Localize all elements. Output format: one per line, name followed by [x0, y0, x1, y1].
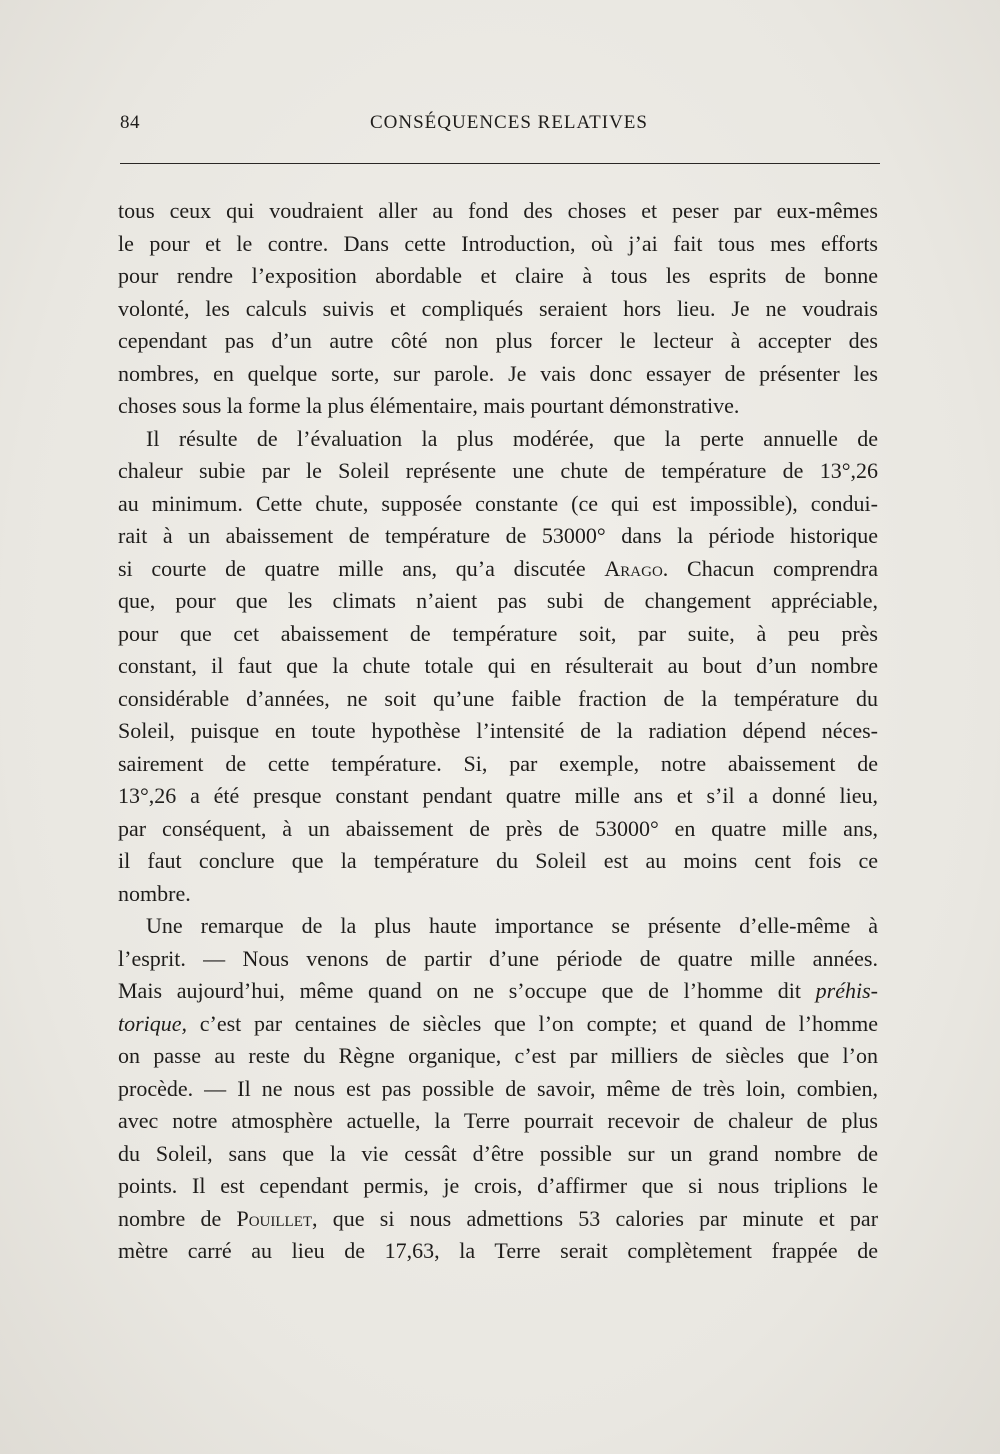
text-line: mètre carré au lieu de 17,63, la Terre serait complètement frappée de	[118, 1238, 878, 1263]
text-fragment: . Chacun comprendra	[662, 555, 879, 581]
text-fragment: Mais aujourd’hui, même quand on ne s’occupe que de l’homme dit	[118, 978, 801, 1003]
italic-term-prehistorique-2: torique,	[118, 1010, 188, 1036]
text-line	[118, 1203, 878, 1236]
text-fragment: , que si nous admettions 53 calories par minute et par	[312, 1205, 879, 1231]
text-fragment: nombre de	[118, 1205, 222, 1231]
text-line: le pour et le contre. Dans cette Introduction, où j’ai fait tous mes efforts	[118, 230, 878, 256]
header-rule	[120, 163, 880, 164]
text-line: considérable d’années, ne soit qu’une faible fraction de la température du	[118, 685, 878, 711]
text-line: au minimum. Cette chute, supposée constante (ce qui est impossible), condui-	[118, 490, 878, 516]
text-line: choses sous la forme la plus élémentaire, mais pourtant démonstrative.	[118, 393, 740, 418]
text-line: cependant pas d’un autre côté non plus forcer le lecteur à accepter des	[118, 328, 878, 353]
text-line: que, pour que les climats n’aient pas subi de changement appréciable,	[118, 588, 878, 613]
text-line: Soleil, puisque en toute hypothèse l’intensité de la radiation dépend néces-	[118, 718, 878, 743]
text-line: procède. — Il ne nous est pas possible de savoir, même de très loin, combien,	[118, 1075, 878, 1101]
text-fragment: si courte de quatre mille ans, qu’a discutée	[118, 555, 586, 581]
text-line: constant, il faut que la chute totale qui en résulterait au bout d’un nombre	[118, 653, 878, 678]
text-line: on passe au reste du Règne organique, c’est par milliers de siècles que l’on	[118, 1043, 878, 1068]
text-line: Une remarque de la plus haute importance se présente d’elle-même à	[146, 913, 878, 938]
text-line: chaleur subie par le Soleil représente une chute de température de 13°,26	[118, 458, 878, 483]
author-name-arago: Arago	[604, 555, 663, 581]
text-line	[118, 553, 878, 586]
text-line: pour que cet abaissement de température soit, par suite, à peu près	[118, 620, 878, 646]
page-header	[120, 112, 880, 142]
running-title: CONSÉQUENCES RELATIVES	[370, 112, 648, 133]
text-line: nombres, en quelque sorte, sur parole. Je vais donc essayer de présenter les	[118, 360, 878, 386]
text-fragment: c’est par centaines de siècles que l’on compte; et quand de l’homme	[187, 1010, 878, 1036]
text-line: pour rendre l’exposition abordable et claire à tous les esprits de bonne	[118, 263, 878, 288]
page-number: 84	[120, 112, 140, 133]
text-line: sairement de cette température. Si, par exemple, notre abaissement de	[118, 750, 878, 776]
text-line: rait à un abaissement de température de 53000° dans la période historique	[118, 523, 878, 548]
text-line: avec notre atmosphère actuelle, la Terre pourrait recevoir de chaleur de plus	[118, 1108, 878, 1133]
text-line: 13°,26 a été presque constant pendant quatre mille ans et s’il a donné lieu,	[118, 783, 878, 808]
text-line	[118, 975, 878, 1008]
text-line: Il résulte de l’évaluation la plus modérée, que la perte annuelle de	[146, 425, 878, 451]
text-line: par conséquent, à un abaissement de près de 53000° en quatre mille ans,	[118, 815, 878, 841]
author-name-pouillet: Pouillet	[236, 1205, 313, 1231]
text-line: du Soleil, sans que la vie cessât d’être possible sur un grand nombre de	[118, 1140, 878, 1166]
text-line: tous ceux qui voudraient aller au fond des choses et peser par eux-mêmes	[118, 198, 878, 223]
text-line: il faut conclure que la température du Soleil est au moins cent fois ce	[118, 848, 878, 873]
text-line: nombre.	[118, 880, 191, 906]
text-line: points. Il est cependant permis, je crois, d’affirmer que si nous triplions le	[118, 1173, 878, 1198]
text-line: l’esprit. — Nous venons de partir d’une période de quatre mille années.	[118, 945, 878, 971]
italic-term-prehistorique-1: préhis-	[815, 978, 878, 1003]
text-line: volonté, les calculs suivis et compliqués seraient hors lieu. Je ne voudrais	[118, 295, 878, 321]
text-line	[118, 1008, 878, 1041]
body-text	[118, 195, 878, 1268]
